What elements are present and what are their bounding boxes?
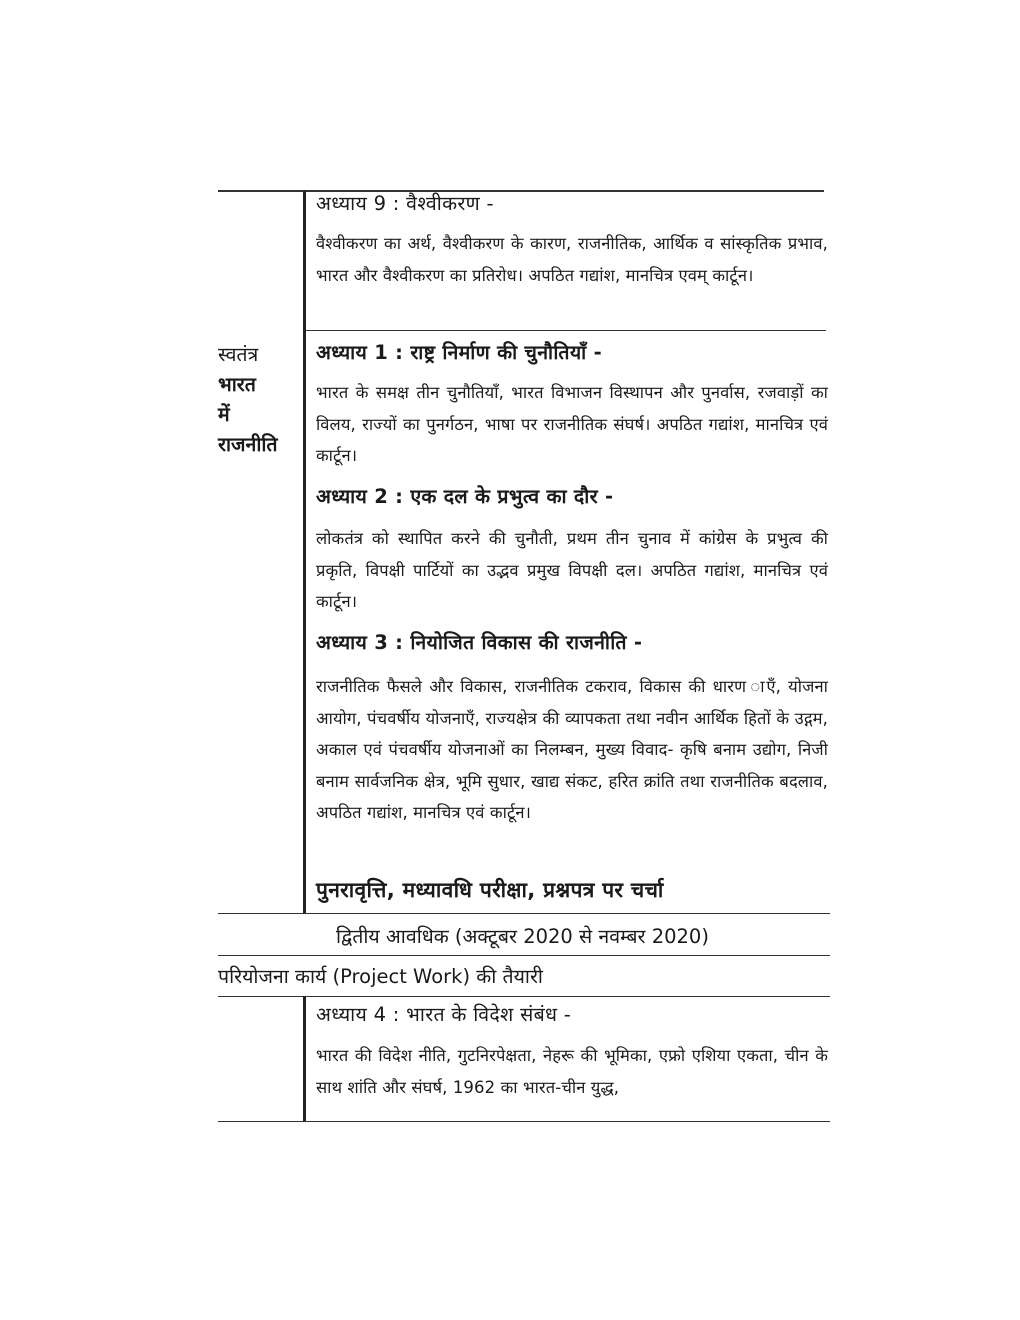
- table-top-rule: [218, 190, 824, 192]
- chapter-1-body: भारत के समक्ष तीन चुनौतियाँ, भारत विभाजन विस्थापन और पुनर्वास, रजवाड़ों का विलय, राज्यों का पुनर्गठन, भाषा पर राजनीतिक संघर्ष। अपठित गद्यांश, मानचित्र एवं कार्टून।: [316, 383, 828, 465]
- chapter-9-body: वैश्वीकरण का अर्थ, वैश्वीकरण के कारण, राजनीतिक, आर्थिक व सांस्कृतिक प्रभाव, भारत और वैश्वीकरण का प्रतिरोध। अपठित गद्यांश, मानचित्र एवम् कार्टून।: [316, 234, 828, 285]
- chapter-4-heading: अध्याय 4 : भारत के विदेश संबंध -: [316, 1003, 572, 1026]
- chapter-2-body: लोकतंत्र को स्थापित करने की चुनौती, प्रथम तीन चुनाव में कांग्रेस के प्रभुत्व की प्रकृति, विपक्षी पार्टियों का उद्भव प्रमुख विपक्षी दल। अपठित गद्यांश, मानचित्र एवं कार्टून।: [316, 529, 828, 611]
- row-divider-2: [218, 913, 830, 914]
- row-divider-3: [218, 955, 830, 956]
- periodic-exam-row: द्वितीय आवधिक (अक्टूबर 2020 से नवम्बर 2020): [336, 925, 709, 948]
- unit-label: [218, 340, 278, 460]
- revision-line: पुनरावृत्ति, मध्यावधि परीक्षा, प्रश्नपत्र पर चर्चा: [316, 878, 664, 902]
- unit-label-line-2: भारत: [218, 373, 256, 396]
- unit-label-line-4: राजनीति: [218, 433, 278, 456]
- column-divider-bottom: [303, 996, 306, 1121]
- chapter-3-heading: अध्याय 3 : नियोजित विकास की राजनीति -: [316, 631, 643, 654]
- table-bottom-rule: [218, 1121, 830, 1122]
- row-divider-1: [306, 330, 826, 331]
- unit-label-line-3: में: [218, 403, 230, 426]
- chapter-9-heading: अध्याय 9 : वैश्वीकरण -: [316, 192, 494, 215]
- chapter-1-heading: अध्याय 1 : राष्ट्र निर्माण की चुनौतियाँ -: [316, 341, 602, 364]
- chapter-4-body: भारत की विदेश नीति, गुटनिरपेक्षता, नेहरू की भूमिका, एफ्रो एशिया एकता, चीन के साथ शांति और संघर्ष, 1962 का भारत-चीन युद्ध,: [316, 1046, 828, 1097]
- project-work-row: परियोजना कार्य (Project Work) की तैयारी: [218, 965, 543, 988]
- chapter-3-body: राजनीतिक फैसले और विकास, राजनीतिक टकराव, विकास की धारण ाएँ, योजना आयोग, पंचवर्षीय योजनाएँ, राज्यक्षेत्र की व्यापकता तथा नवीन आर्थिक हितों के उद्गम, अकाल एवं पंचवर्षीय योजनाओं का निलम्बन, मुख्य विवाद- कृषि बनाम उद्योग, निजी बनाम सार्वजनिक क्षेत्र, भूमि सुधार, खाद्य संकट, हरित क्रांति तथा राजनीतिक बदलाव, अपठित गद्यांश, मानचित्र एवं कार्टून।: [316, 677, 828, 822]
- row-divider-4: [218, 996, 830, 997]
- column-divider-top: [303, 191, 306, 913]
- unit-label-line-1: स्वतंत्र: [218, 343, 259, 366]
- chapter-2-heading: अध्याय 2 : एक दल के प्रभुत्व का दौर -: [316, 485, 614, 508]
